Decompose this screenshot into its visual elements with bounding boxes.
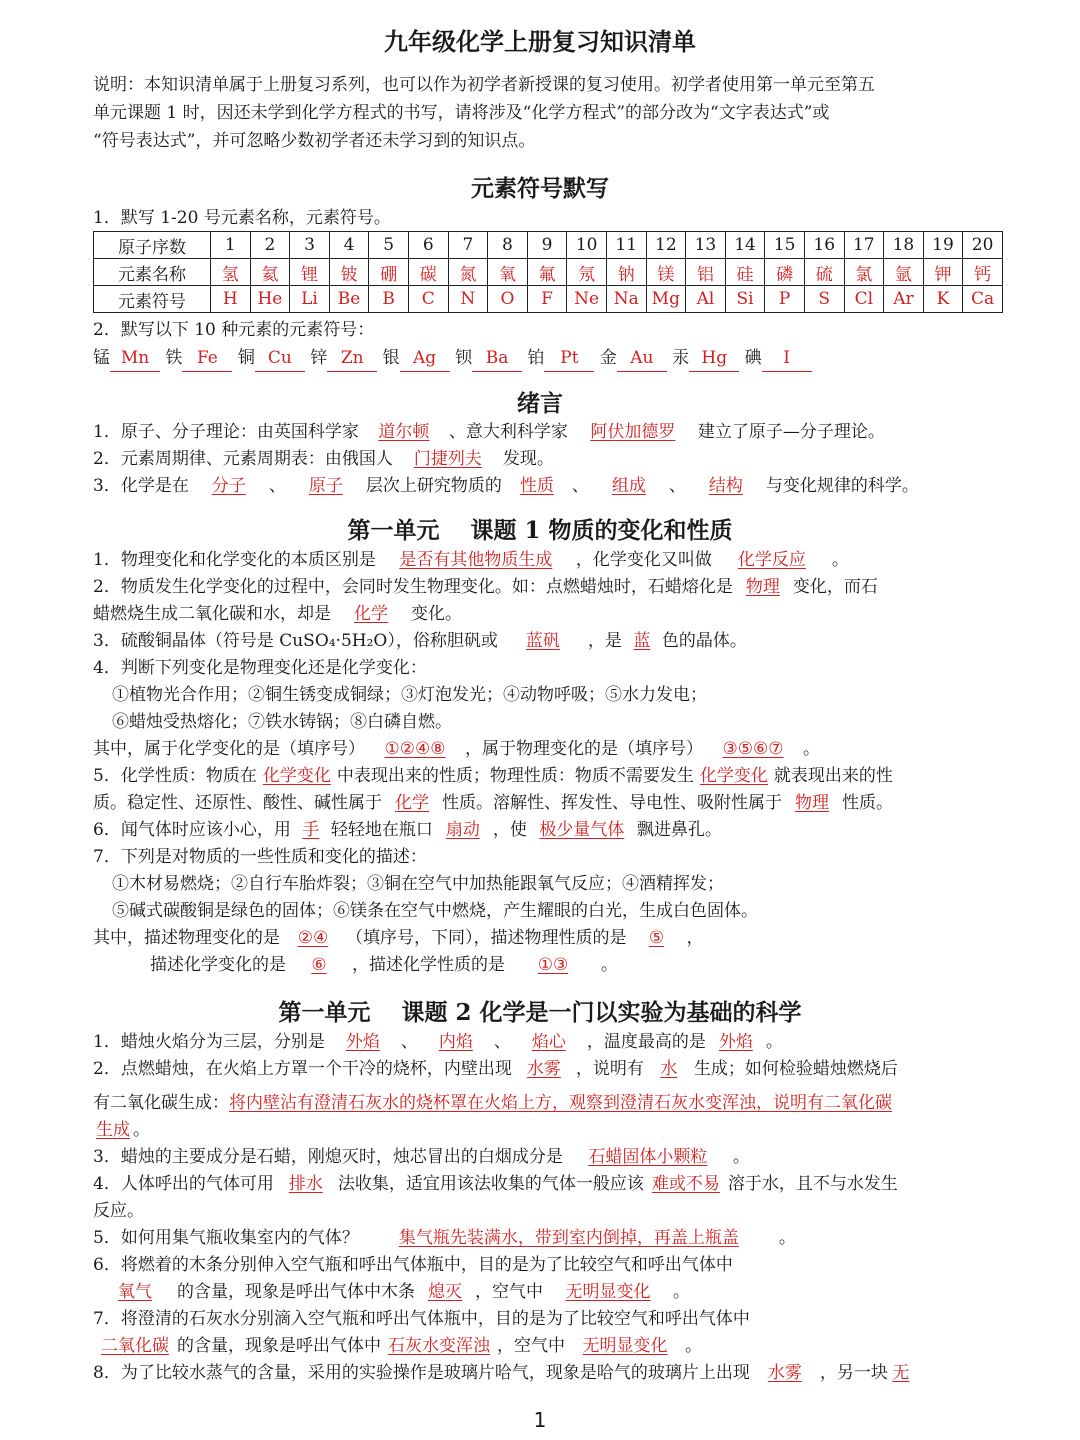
- answer: ②④: [297, 928, 329, 948]
- intro-item-3: [93, 473, 993, 499]
- table-cell: 5: [369, 232, 409, 259]
- answer: 蓝矾: [525, 631, 560, 651]
- answer: 水雾: [767, 1363, 802, 1383]
- table-cell: 氯: [844, 259, 884, 286]
- answer: 焰心: [531, 1032, 566, 1052]
- u1t2-item-1: [93, 1029, 993, 1055]
- text: 其中，属于化学变化的是（填序号）: [93, 739, 365, 759]
- table-cell: 硼: [369, 259, 409, 286]
- answer: 氧气: [118, 1282, 152, 1302]
- answer: ①③: [537, 955, 569, 975]
- text: 发现。: [502, 449, 554, 469]
- answer: 生成: [96, 1120, 130, 1140]
- text: ，是: [587, 631, 622, 651]
- atomic-number-row: [94, 232, 1003, 259]
- text: 色的晶体。: [661, 631, 747, 651]
- answer: ⑥: [311, 955, 327, 975]
- answer: 熄灭: [428, 1282, 462, 1302]
- text: 生成；如何检验蜡烛燃烧后: [693, 1059, 898, 1079]
- text: 3．化学是在: [93, 476, 189, 496]
- text: 轻轻地在瓶口: [330, 820, 433, 840]
- table-cell: 14: [725, 232, 765, 259]
- table-cell: Cl: [844, 286, 884, 313]
- element-name: 金: [599, 348, 617, 368]
- element-name: 钡: [455, 348, 473, 368]
- text: 与变化规律的科学。: [765, 476, 919, 496]
- answer: 是否有其他物质生成: [399, 550, 553, 570]
- text: 2．物质发生化学变化的过程中，会同时发生物理变化。如：点燃蜡烛时，石蜡熔化是: [93, 577, 733, 597]
- table-cell: 氦: [250, 259, 290, 286]
- table-cell: 19: [923, 232, 963, 259]
- answer: 内焰: [438, 1032, 473, 1052]
- table-cell: 17: [844, 232, 884, 259]
- u1t2-item-6: [93, 1252, 993, 1278]
- text: 5．如何用集气瓶收集室内的气体？: [93, 1228, 359, 1248]
- element-name: 锌: [310, 348, 328, 368]
- element-name: 铁: [165, 348, 183, 368]
- element-symbol-answers: [93, 345, 993, 372]
- table-cell: Li: [290, 286, 330, 313]
- answer: 排水: [288, 1174, 323, 1194]
- text: 8．为了比较水蒸气的含量，采用的实验操作是玻璃片哈气，现象是哈气的玻璃片上出现: [93, 1363, 750, 1383]
- text: 层次上研究物质的: [365, 476, 502, 496]
- table-cell: He: [250, 286, 290, 313]
- answer: 组成: [611, 476, 646, 496]
- text: 变化。: [411, 604, 462, 624]
- text: 1．物理变化和化学变化的本质区别是: [93, 550, 376, 570]
- table-cell: 镁: [646, 259, 686, 286]
- text: 描述化学变化的是: [150, 955, 286, 975]
- table-cell: C: [408, 286, 448, 313]
- answer: 蓝: [633, 631, 651, 651]
- element-question-2: 2．默写以下 10 种元素的元素符号：: [93, 320, 375, 340]
- table-cell: 11: [606, 232, 646, 259]
- table-cell: 6: [408, 232, 448, 259]
- text: 性质。溶解性、挥发性、导电性、吸附性属于: [442, 793, 782, 813]
- answer: 化学变化: [262, 766, 331, 786]
- element-name: 锰: [93, 348, 110, 368]
- section-heading-introduction: 绪言: [517, 390, 563, 417]
- text: 蜡燃烧生成二氧化碳和水，却是: [93, 604, 331, 624]
- table-cell: 20: [963, 232, 1003, 259]
- text: ，描述化学性质的是: [352, 955, 505, 975]
- u1t2-item-7: [93, 1306, 993, 1332]
- table-cell: 铝: [686, 259, 726, 286]
- intro-item-1: [93, 419, 993, 445]
- answer: 化学反应: [737, 550, 806, 570]
- table-header-element-symbol: 元素符号: [94, 286, 211, 313]
- answer: 外焰: [718, 1032, 753, 1052]
- text: 。: [778, 1228, 796, 1248]
- text: 法收集，适宜用该法收集的气体一般应该: [337, 1174, 644, 1194]
- u1t2-item-5: [93, 1225, 993, 1251]
- table-cell: 12: [646, 232, 686, 259]
- text: 1．原子、分子理论：由英国科学家: [93, 422, 359, 442]
- answer: 石蜡固体小颗粒: [588, 1147, 708, 1167]
- table-cell: Ar: [884, 286, 924, 313]
- answer: 扇动: [445, 820, 480, 840]
- table-header-atomic-number: 原子序数: [94, 232, 211, 259]
- element-name: 铜: [237, 348, 255, 368]
- answer: 外焰: [345, 1032, 380, 1052]
- answer: 原子: [308, 476, 343, 496]
- u1t1-item-6: [93, 817, 993, 843]
- element-symbol-row: [94, 286, 1003, 313]
- table-cell: 氩: [884, 259, 924, 286]
- text: （填序号，下同），描述物理性质的是: [346, 928, 627, 948]
- element-question-1: 1．默写 1-20 号元素名称，元素符号。: [93, 208, 391, 228]
- u1t2-item-2: [93, 1056, 993, 1082]
- answer: 化学变化: [699, 766, 768, 786]
- u1t1-item-3: [93, 628, 993, 654]
- answer: 石灰水变浑浊: [388, 1336, 490, 1356]
- table-cell: N: [448, 286, 488, 313]
- table-cell: S: [804, 286, 844, 313]
- text: 中表现出来的性质；物理性质：物质不需要发生: [336, 766, 694, 786]
- u1t1-item-7-options-2: ⑤碱式碳酸铜是绿色的固体；⑥镁条在空气中燃烧，产生耀眼的白光，生成白色固体。: [112, 901, 758, 921]
- table-cell: 钠: [606, 259, 646, 286]
- answer: 集气瓶先装满水，带到室内倒掉，再盖上瓶盖: [398, 1228, 739, 1248]
- table-cell: 7: [448, 232, 488, 259]
- u1t1-item-7: 7．下列是对物质的一些性质和变化的描述：: [93, 847, 427, 867]
- text: 变化，而石: [792, 577, 878, 597]
- u1t2-item-2-cont: [93, 1090, 993, 1116]
- table-cell: 8: [488, 232, 528, 259]
- answer: ③⑤⑥⑦: [722, 739, 784, 759]
- answer-blank: Au: [617, 345, 667, 372]
- text: ，温度最高的是: [586, 1032, 706, 1052]
- text: 5．化学性质：物质在: [93, 766, 257, 786]
- table-cell: 13: [686, 232, 726, 259]
- table-cell: B: [369, 286, 409, 313]
- text: 2．元素周期律、元素周期表：由俄国人: [93, 449, 393, 469]
- table-header-element-name: 元素名称: [94, 259, 211, 286]
- u1t2-item-2-cont2: [93, 1117, 993, 1143]
- answer: 门捷列夫: [413, 449, 482, 469]
- u1t2-item-3: [93, 1144, 993, 1170]
- section-heading-unit1-topic2: 第一单元 课题 2 化学是一门以实验为基础的科学: [278, 999, 802, 1026]
- answer: 难或不易: [651, 1174, 720, 1194]
- answer: 手: [302, 820, 320, 840]
- answer-blank: Ag: [400, 345, 450, 372]
- u1t1-item-7-options-1: ①木材易燃烧；②自行车胎炸裂；③铜在空气中加热能跟氧气反应；④酒精挥发；: [112, 874, 724, 894]
- answer: 物理: [745, 577, 780, 597]
- answer: 物理: [795, 793, 829, 813]
- u1t1-item-7-answer-1: [93, 925, 993, 951]
- text: 1．蜡烛火焰分为三层，分别是: [93, 1032, 325, 1052]
- table-cell: 18: [884, 232, 924, 259]
- text: 、: [668, 476, 686, 496]
- intro-line-2: 单元课题 1 时，因还未学到化学方程式的书写，请将涉及“化学方程式”的部分改为“文字表达式”或: [93, 103, 830, 123]
- u1t1-item-1: [93, 547, 993, 573]
- text: 。: [765, 1032, 783, 1052]
- table-cell: Al: [686, 286, 726, 313]
- answer: 水: [660, 1059, 678, 1079]
- u1t1-item-4-options-1: ①植物光合作用；②铜生锈变成铜绿；③灯泡发光；④动物呼吸；⑤水力发电；: [112, 685, 707, 705]
- text: ，: [686, 928, 704, 948]
- table-cell: 碳: [408, 259, 448, 286]
- text: 。: [803, 739, 820, 759]
- u1t1-item-2-cont: [93, 601, 993, 627]
- text: 、: [571, 476, 589, 496]
- text: 建立了原子—分子理论。: [697, 422, 885, 442]
- answer: ①②④⑧: [384, 739, 446, 759]
- table-cell: 氟: [527, 259, 567, 286]
- text: 2．点燃蜡烛，在火焰上方罩一个干冷的烧杯，内壁出现: [93, 1059, 512, 1079]
- document-title: 九年级化学上册复习知识清单: [384, 27, 696, 56]
- text: 。: [673, 1282, 690, 1302]
- answer: 性质: [519, 476, 554, 496]
- intro-line-1: 说明：本知识清单属于上册复习系列，也可以作为初学者新授课的复习使用。初学者使用第一单元至第五: [93, 75, 875, 95]
- table-cell: Be: [329, 286, 369, 313]
- table-cell: 氢: [211, 259, 251, 286]
- page-number: 1: [533, 1408, 547, 1432]
- answer: 道尔顿: [378, 422, 430, 442]
- text: ，空气中: [497, 1336, 565, 1356]
- table-cell: 钙: [963, 259, 1003, 286]
- text: 。: [601, 955, 618, 975]
- answer: 水雾: [526, 1059, 561, 1079]
- answer-blank: Hg: [689, 345, 739, 372]
- text: ，使: [492, 820, 527, 840]
- table-cell: P: [765, 286, 805, 313]
- table-cell: 2: [250, 232, 290, 259]
- text: 、: [493, 1032, 511, 1052]
- answer-blank: I: [762, 345, 812, 372]
- text: 、意大利科学家: [448, 422, 568, 442]
- table-cell: 氮: [448, 259, 488, 286]
- table-cell: 15: [765, 232, 805, 259]
- element-name-row: [94, 259, 1003, 286]
- table-cell: K: [923, 286, 963, 313]
- u1t2-item-4-cont: 反应。: [93, 1201, 144, 1221]
- table-cell: 3: [290, 232, 330, 259]
- u1t1-item-4-answer: [93, 736, 993, 762]
- table-cell: Ca: [963, 286, 1003, 313]
- answer: 阿伏加德罗: [590, 422, 676, 442]
- element-name: 汞: [672, 348, 690, 368]
- table-cell: 磷: [765, 259, 805, 286]
- text: ，空气中: [475, 1282, 543, 1302]
- text: ，属于物理变化的是（填序号）: [465, 739, 703, 759]
- u1t2-item-4: [93, 1171, 993, 1197]
- table-cell: 氖: [567, 259, 607, 286]
- text: ，化学变化又叫做: [575, 550, 712, 570]
- table-cell: 钾: [923, 259, 963, 286]
- text: 7．将澄清的石灰水分别滴入空气瓶和呼出气体瓶中，目的是为了比较空气和呼出气体中: [93, 1309, 750, 1329]
- text: ，另一块: [819, 1363, 888, 1383]
- u1t1-item-2: [93, 574, 993, 600]
- u1t2-item-7-cont: [93, 1333, 993, 1359]
- table-cell: 16: [804, 232, 844, 259]
- text: 性质。: [842, 793, 893, 813]
- text: 。: [685, 1336, 702, 1356]
- table-cell: 氧: [488, 259, 528, 286]
- text: 质。稳定性、还原性、酸性、碱性属于: [93, 793, 382, 813]
- u1t1-item-7-answer-2: [150, 952, 1050, 978]
- text: ，说明有: [575, 1059, 644, 1079]
- text: 3．蜡烛的主要成分是石蜡，刚熄灭时，烛芯冒出的白烟成分是: [93, 1147, 563, 1167]
- text: 4．人体呼出的气体可用: [93, 1174, 274, 1194]
- section-heading-unit1-topic1: 第一单元 课题 1 物质的变化和性质: [347, 517, 733, 544]
- answer: 分子: [211, 476, 246, 496]
- text: 的含量，现象是呼出气体中: [177, 1336, 381, 1356]
- answer: ⑤: [648, 928, 665, 948]
- table-cell: Si: [725, 286, 765, 313]
- answer: 化学: [354, 604, 388, 624]
- intro-line-3: “符号表达式”，并可忽略少数初学者还未学习到的知识点。: [93, 131, 536, 151]
- u1t1-item-4: 4．判断下列变化是物理变化还是化学变化：: [93, 658, 427, 678]
- section-heading-element-symbols: 元素符号默写: [471, 175, 609, 202]
- table-cell: H: [211, 286, 251, 313]
- table-cell: 4: [329, 232, 369, 259]
- table-cell: Ne: [567, 286, 607, 313]
- answer: 结构: [708, 476, 743, 496]
- answer: 化学: [395, 793, 429, 813]
- answer-blank: Zn: [327, 345, 377, 372]
- answer-blank: Mn: [110, 345, 160, 372]
- answer: 无明显变化: [565, 1282, 651, 1302]
- table-cell: Mg: [646, 286, 686, 313]
- table-cell: 硫: [804, 259, 844, 286]
- answer: 无明显变化: [582, 1336, 668, 1356]
- answer: 无: [892, 1363, 910, 1383]
- table-cell: 锂: [290, 259, 330, 286]
- text: 6．将燃着的木条分别伸入空气瓶和呼出气体瓶中，目的是为了比较空气和呼出气体中: [93, 1255, 733, 1275]
- text: 有二氧化碳生成：: [93, 1093, 229, 1113]
- answer: 二氧化碳: [101, 1336, 169, 1356]
- text: 、: [400, 1032, 418, 1052]
- table-cell: Na: [606, 286, 646, 313]
- text: 的含量，现象是呼出气体中木条: [177, 1282, 415, 1302]
- u1t1-item-5-cont: [93, 790, 993, 816]
- text: 飘进鼻孔。: [636, 820, 722, 840]
- table-cell: 9: [527, 232, 567, 259]
- text: 。: [732, 1147, 750, 1167]
- table-cell: O: [488, 286, 528, 313]
- text: 就表现出来的性: [773, 766, 893, 786]
- element-table: [93, 231, 1003, 313]
- element-name: 银: [382, 348, 400, 368]
- element-name: 铂: [527, 348, 545, 368]
- text: 3．硫酸铜晶体（符号是 CuSO₄·5H₂O），俗称胆矾或: [93, 631, 498, 651]
- table-cell: 1: [211, 232, 251, 259]
- text: 6．闻气体时应该小心，用: [93, 820, 291, 840]
- text: 。: [831, 550, 849, 570]
- answer: 极少量气体: [539, 820, 625, 840]
- text: 、: [268, 476, 286, 496]
- u1t1-item-5: [93, 763, 993, 789]
- text: 溶于水，且不与水发生: [727, 1174, 898, 1194]
- element-name: 碘: [744, 348, 762, 368]
- table-cell: F: [527, 286, 567, 313]
- table-cell: 10: [567, 232, 607, 259]
- table-cell: 硅: [725, 259, 765, 286]
- u1t2-item-8: [93, 1360, 993, 1386]
- answer: 将内壁沾有澄清石灰水的烧杯罩在火焰上方，观察到澄清石灰水变浑浊，说明有二氧化碳: [229, 1093, 892, 1113]
- text: 。: [133, 1120, 150, 1140]
- u1t1-item-4-options-2: ⑥蜡烛受热熔化；⑦铁水铸锅；⑧白磷自燃。: [112, 712, 452, 732]
- intro-item-2: [93, 446, 993, 472]
- u1t2-item-6-cont: [93, 1279, 993, 1305]
- answer-blank: Cu: [255, 345, 305, 372]
- text: 其中，描述物理变化的是: [93, 928, 280, 948]
- answer-blank: Ba: [472, 345, 522, 372]
- table-cell: 铍: [329, 259, 369, 286]
- answer-blank: Pt: [544, 345, 594, 372]
- answer-blank: Fe: [182, 345, 232, 372]
